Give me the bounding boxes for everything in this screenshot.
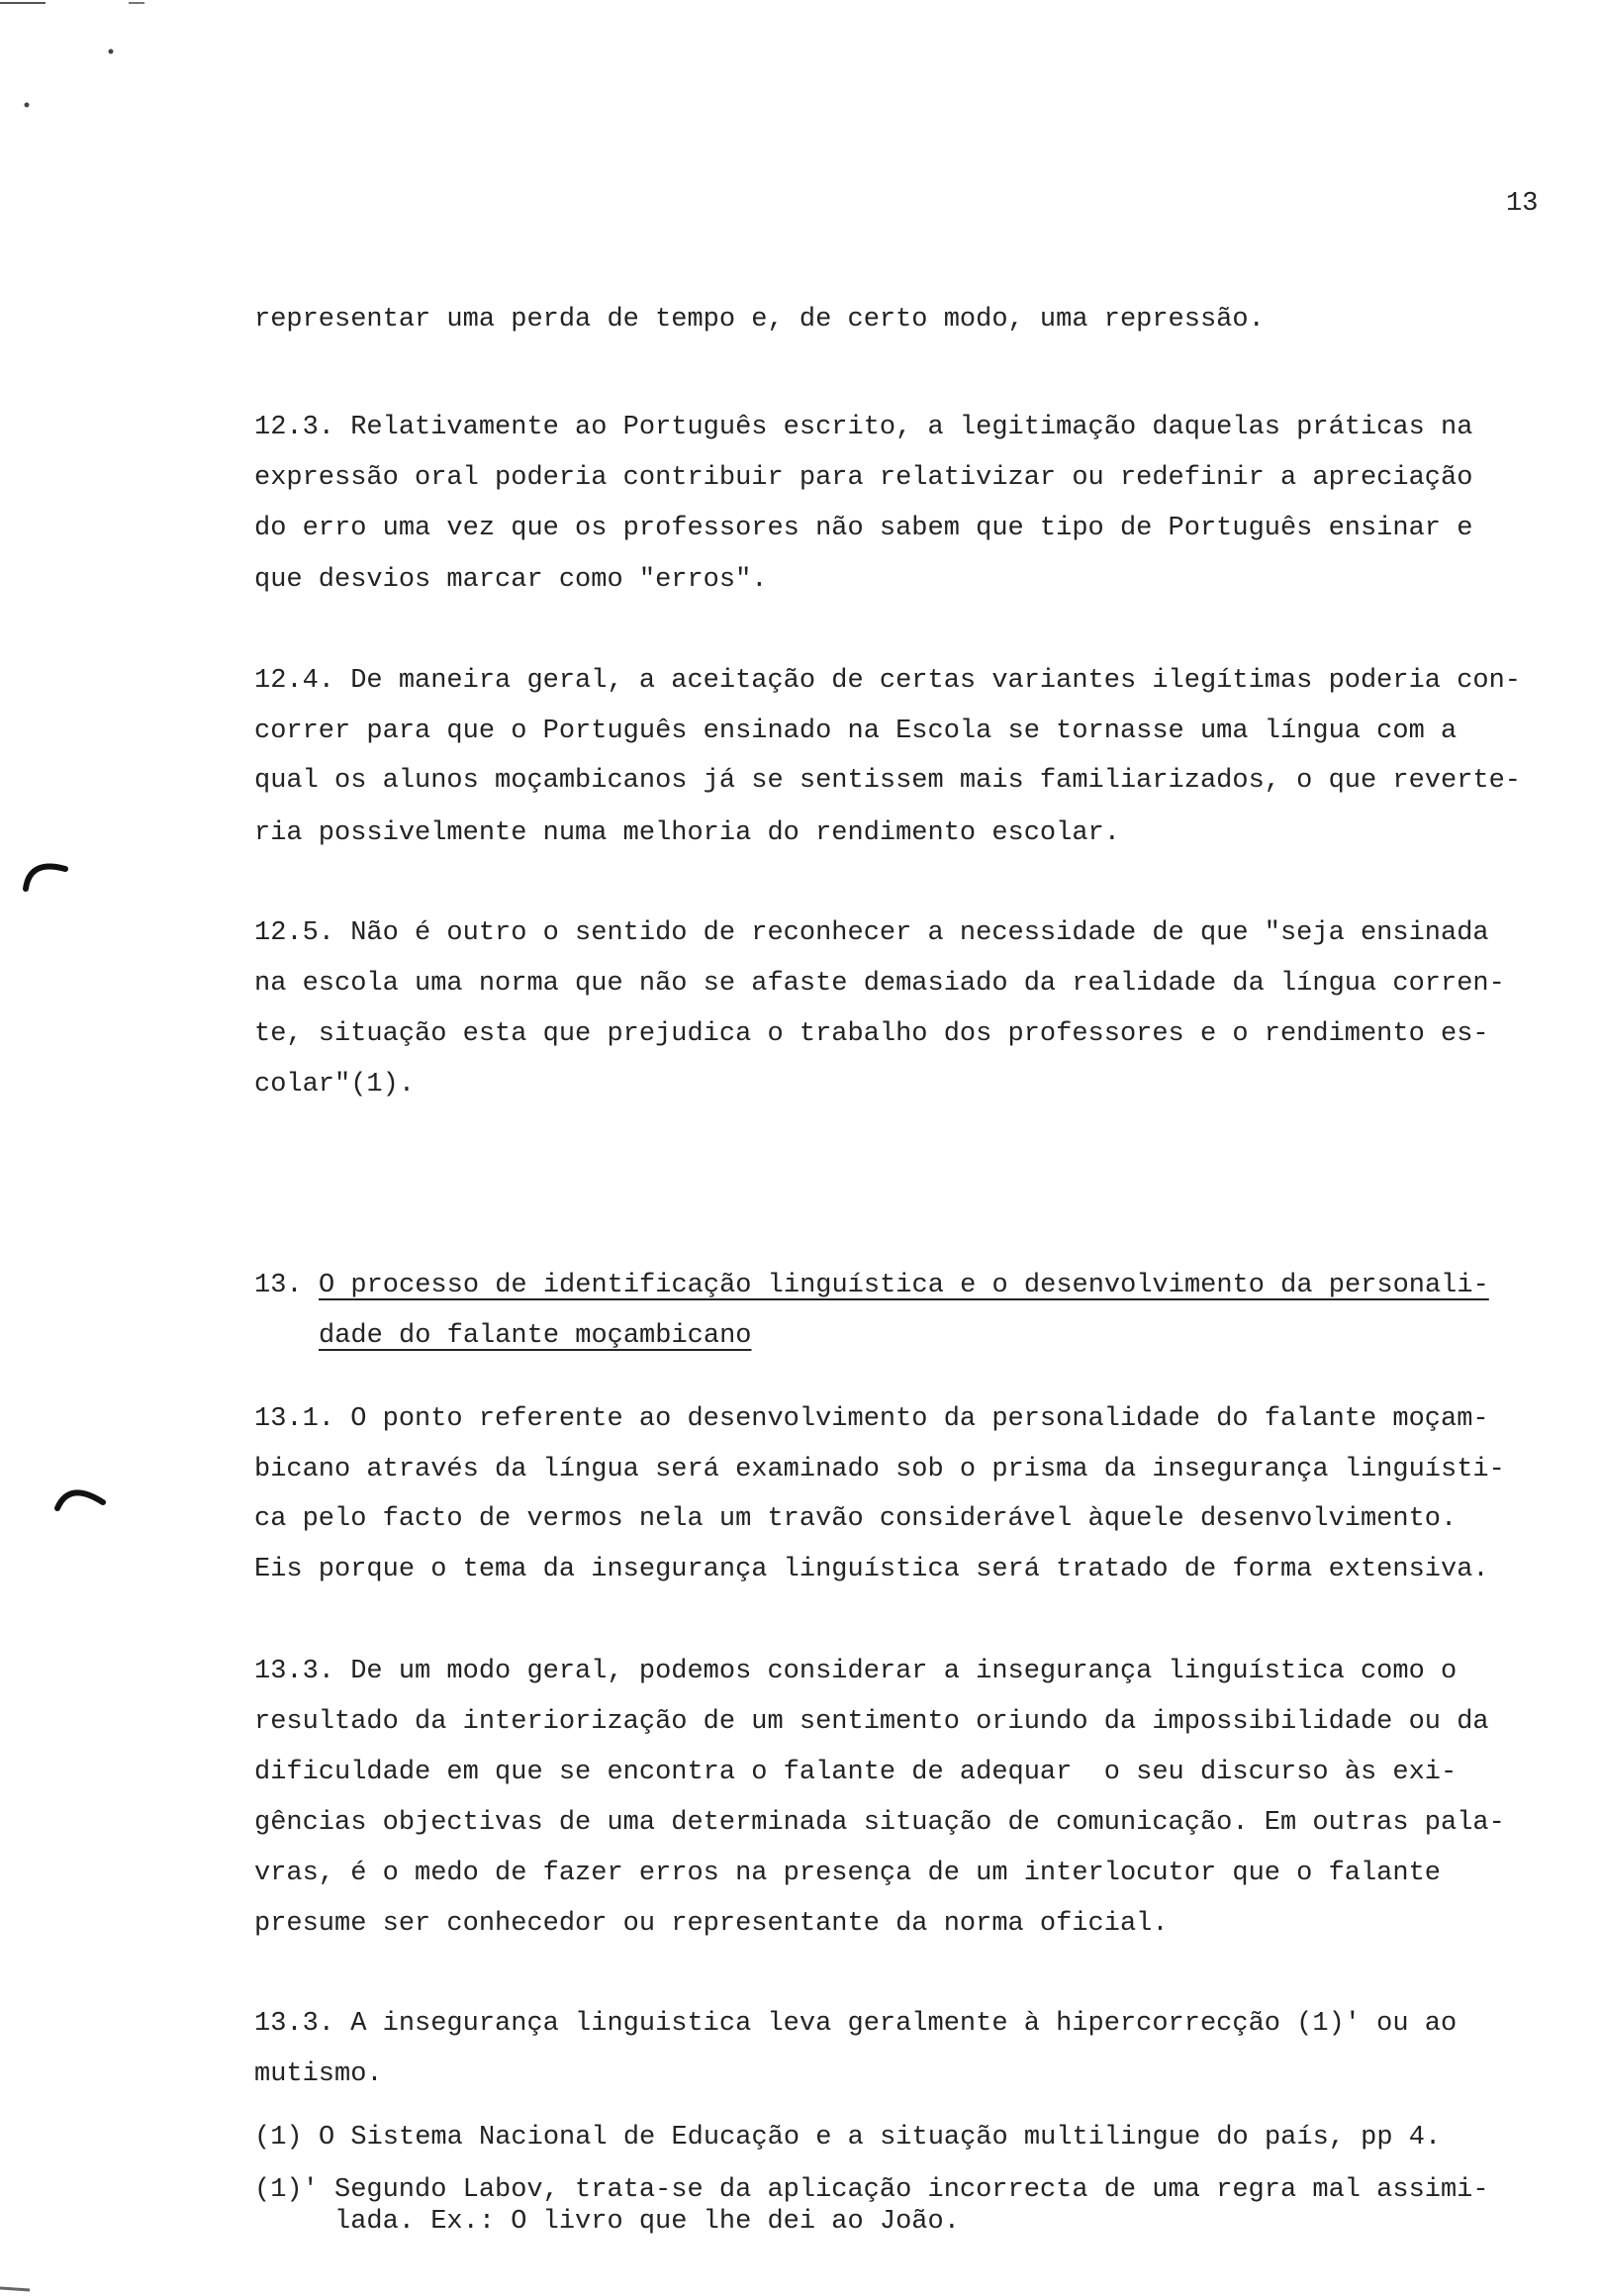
text-line: 12.3. Relativamente ao Português escrito, a legitimação daquelas práticas na	[254, 413, 1473, 442]
section-title-line: dade do falante moçambicano	[319, 1321, 752, 1351]
text-line: ria possivelmente numa melhoria do rendimento escolar.	[254, 818, 1120, 848]
text-line: colar"(1).	[254, 1070, 416, 1100]
text-line: resultado da interiorização de um sentimento oriundo da impossibilidade ou da	[254, 1707, 1489, 1737]
text-line: presume ser conhecedor ou representante da norma oficial.	[254, 1909, 1169, 1939]
text-line: na escola uma norma que não se afaste demasiado da realidade da língua corren-	[254, 969, 1505, 999]
footnote-marker: (1)	[254, 2123, 303, 2152]
text-line: correr para que o Português ensinado na Escola se tornasse uma língua com a	[254, 717, 1458, 746]
text-line: 13.3. A insegurança linguistica leva geralmente à hipercorrecção (1)' ou ao	[254, 2009, 1458, 2039]
text-line: mutismo.	[254, 2059, 383, 2089]
text-line: te, situação esta que prejudica o trabalho dos professores e o rendimento es-	[254, 1019, 1489, 1049]
scan-speck	[109, 49, 114, 54]
text-line: expressão oral poderia contribuir para relativizar ou redefinir a apreciação	[254, 463, 1473, 493]
text-line: do erro uma vez que os professores não sabem que tipo de Português ensinar e	[254, 514, 1473, 543]
footnote	[254, 2172, 1541, 2208]
footnote	[254, 2120, 1541, 2155]
footnote-text: O Sistema Nacional de Educação e a situação multilingue do país, pp 4.	[319, 2123, 1442, 2152]
text-line: vras, é o medo de fazer erros na presença de um interlocutor que o falante	[254, 1859, 1441, 1888]
footnote-text: lada. Ex.: O livro que lhe dei ao João.	[334, 2207, 960, 2237]
text-line: 13.1. O ponto referente ao desenvolvimento da personalidade do falante moçam-	[254, 1404, 1489, 1434]
section-title-line: O processo de identificação linguística e o desenvolvimento da personali-	[319, 1271, 1489, 1300]
text-line: 13.3. De um modo geral, podemos considerar a insegurança linguística como o	[254, 1657, 1458, 1686]
text-line: dificuldade em que se encontra o falante de adequar o seu discurso às exi-	[254, 1758, 1458, 1787]
text-line: gências objectivas de uma determinada situação de comunicação. Em outras pala-	[254, 1808, 1505, 1838]
scan-edge-mark	[0, 2288, 30, 2290]
text-line: ca pelo facto de vermos nela um travão considerável àquele desenvolvimento.	[254, 1504, 1458, 1534]
text-line: Eis porque o tema da insegurança linguística será tratado de forma extensiva.	[254, 1555, 1489, 1584]
text-line: representar uma perda de tempo e, de certo modo, uma repressão.	[254, 305, 1265, 335]
section-number: 13.	[254, 1271, 303, 1300]
page-number: 13	[1506, 189, 1539, 219]
text-line: 12.5. Não é outro o sentido de reconhecer a necessidade de que "seja ensinada	[254, 918, 1489, 948]
scan-speck	[25, 103, 30, 108]
punch-hole-mark	[57, 1492, 103, 1508]
punch-hole-mark	[26, 867, 65, 890]
text-line: que desvios marcar como "erros".	[254, 565, 768, 595]
text-line: qual os alunos moçambicanos já se sentissem mais familiarizados, o que reverte-	[254, 766, 1522, 796]
text-line: bicano através da língua será examinado sob o prisma da insegurança linguísti-	[254, 1455, 1505, 1484]
footnote-text: Segundo Labov, trata-se da aplicação incorrecta de uma regra mal assimi-	[334, 2175, 1489, 2205]
footnote-marker: (1)'	[254, 2175, 319, 2205]
text-line: 12.4. De maneira geral, a aceitação de certas variantes ilegítimas poderia con-	[254, 666, 1522, 696]
